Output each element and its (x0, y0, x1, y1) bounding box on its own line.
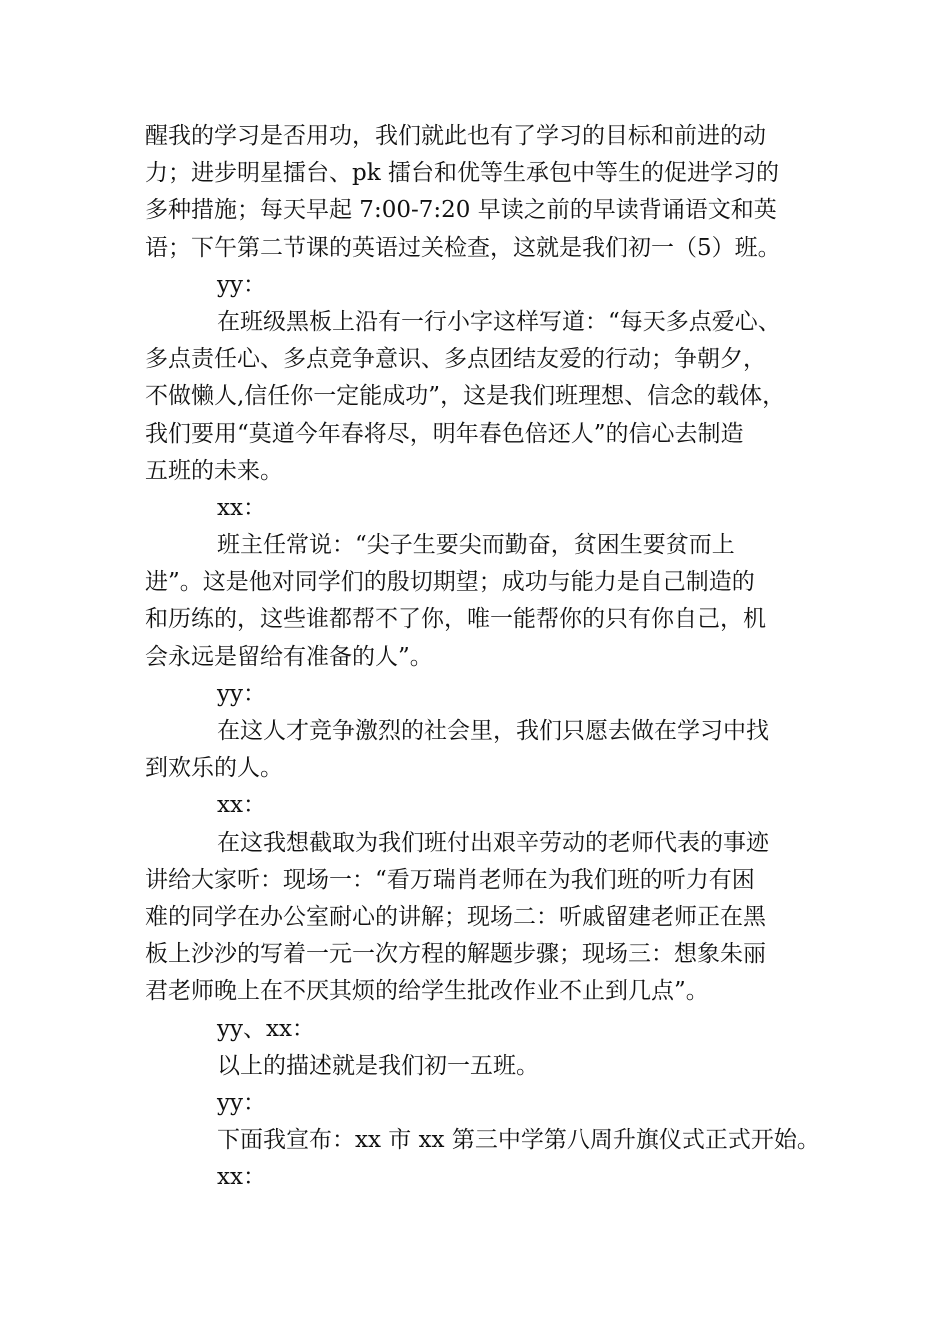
paragraph-first-line: 以上的描述就是我们初一五班。 (217, 1052, 539, 1079)
body-line: 难的同学在办公室耐心的讲解；现场二：听戚留建老师正在黑 (145, 903, 766, 930)
body-line: 会永远是留给有准备的人”。 (145, 643, 433, 670)
speaker-label: yy： (217, 1089, 266, 1116)
paragraph-first-line: 在班级黑板上沿有一行小字这样写道：“每天多点爱心、 (217, 308, 781, 335)
speaker-label: yy： (217, 680, 266, 707)
speaker-label: xx： (217, 1164, 266, 1191)
body-line: 君老师晚上在不厌其烦的给学生批改作业不止到几点”。 (145, 978, 709, 1005)
speaker-label: xx： (217, 494, 266, 521)
paragraph-first-line: 班主任常说：“尖子生要尖而勤奋，贫困生要贫而上 (217, 532, 735, 559)
body-line: 五班的未来。 (145, 457, 283, 484)
body-line: 醒我的学习是否用功，我们就此也有了学习的目标和前进的动 (145, 123, 766, 149)
body-line: 不做懒人,信任你一定能成功”，这是我们班理想、信念的载体， (145, 383, 786, 410)
paragraph-first-line: 在这我想截取为我们班付出艰辛劳动的老师代表的事迹 (217, 829, 769, 856)
speaker-label: yy： (217, 271, 266, 298)
body-line: 讲给大家听：现场一：“看万瑞肖老师在为我们班的听力有困 (145, 866, 755, 893)
body-line: 多种措施；每天早起 7:00-7:20 早读之前的早读背诵语文和英 (145, 197, 777, 224)
body-line: 到欢乐的人。 (145, 755, 283, 782)
document-body (145, 118, 835, 1196)
body-line: 语；下午第二节课的英语过关检查，这就是我们初一（5）班。 (145, 234, 781, 261)
body-line: 我们要用“莫道今年春将尽，明年春色倍还人”的信心去制造 (145, 420, 744, 447)
speaker-label: xx： (217, 792, 266, 819)
body-line: 多点责任心、多点竞争意识、多点团结友爱的行动；争朝夕， (145, 346, 766, 373)
body-line: 和历练的，这些谁都帮不了你，唯一能帮你的只有你自己，机 (145, 606, 766, 633)
paragraph-first-line: 下面我宣布：xx 市 xx 第三中学第八周升旗仪式正式开始。 (217, 1127, 820, 1154)
speaker-label: yy、xx： (217, 1015, 315, 1042)
body-line: 力；进步明星擂台、pk 擂台和优等生承包中等生的促进学习的 (145, 160, 779, 187)
body-line: 进”。这是他对同学们的殷切期望；成功与能力是自己制造的 (145, 569, 755, 596)
body-line: 板上沙沙的写着一元一次方程的解题步骤；现场三：想象朱丽 (145, 941, 766, 968)
paragraph-first-line: 在这人才竞争激烈的社会里，我们只愿去做在学习中找 (217, 718, 769, 744)
